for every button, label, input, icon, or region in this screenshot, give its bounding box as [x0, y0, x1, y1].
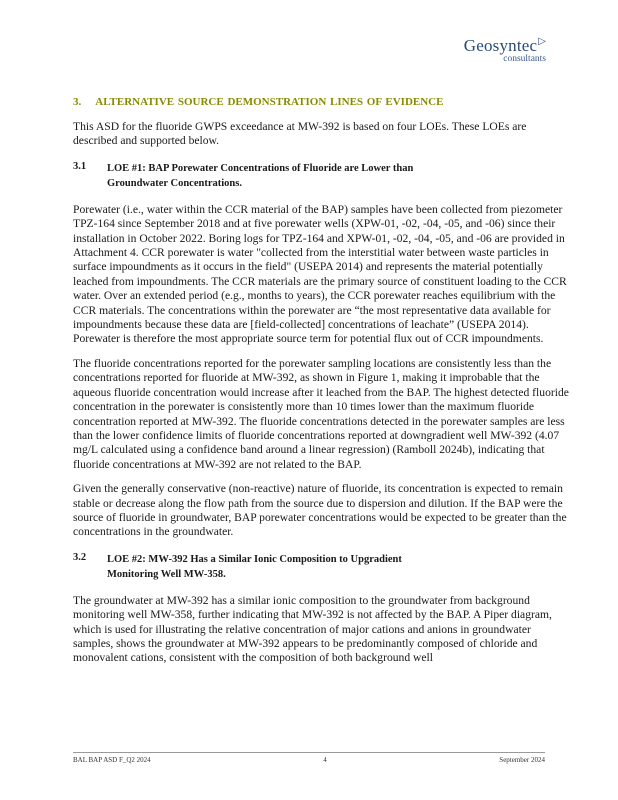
subsection-title	[107, 552, 402, 582]
page-footer	[73, 752, 545, 764]
subsection-number: 3.1	[73, 160, 87, 172]
subsection-heading-3-1	[73, 161, 573, 191]
section-title: ALTERNATIVE SOURCE DEMONSTRATION LINES OF EVIDENCE	[95, 96, 444, 108]
paragraph-porewater: Porewater (i.e., water within the CCR material of the BAP) samples have been collected from piezometer TPZ-164 since September 2018 and at five porewater wells (XPW-01, -02, -04, -05, and -06) since their installation in October 2022. Boring logs for TPZ-164 and XPW-01, -02, -04, -05, and -06 are provided in Attachment 4. CCR porewater is water "collected from the interstitial water between waste particles in surface impoundments as it occurs in the field" (USEPA 2014) and represents the material potentially leached from impoundments. The CCR materials are the primary source of constituent loading to the CCR water. Over an extended period (e.g., months to years), the CCR porewater reaches equilibrium with the CCR materials. The concentrations within the porewater are “the most representative data available for impoundments because these data are [field-collected] concentrations of leachate” (USEPA 2014). Porewater is therefore the most appropriate source term for potential flux out of CCR impoundments.	[73, 202, 567, 346]
paragraph-fluoride-concentrations: The fluoride concentrations reported for the porewater sampling locations are consistently less than the concentrations reported for fluoride at MW-392, as shown in Figure 1, making it improbable that the aqueous fluoride concentration would increase after it leached from the BAP. The highest detected fluoride concentration in the porewater is consistently more than 10 times lower than the maximum fluoride concentration reported at MW-392. The fluoride concentrations detected in the porewater samples are less than the lower confidence limits of fluoride concentrations reported at downgradient well MW-392 (4.07 mg/L calculated using a confidence band around a linear regression) (Ramboll 2024b), indicating that fluoride concentrations at MW-392 are not related to the BAP.	[73, 356, 569, 471]
logo-subtitle: consultants	[503, 54, 546, 64]
subsection-title-line2: Groundwater Concentrations.	[107, 177, 242, 189]
logo-name: Geosyntec	[463, 36, 538, 55]
subsection-number: 3.2	[73, 551, 87, 563]
intro-paragraph: This ASD for the fluoride GWPS exceedance at MW-392 is based on four LOEs. These LOEs are described and supported below.	[73, 120, 527, 148]
subsection-heading-3-2	[73, 552, 573, 582]
section-heading	[73, 96, 573, 108]
subsection-title-line2: Monitoring Well MW-358.	[107, 568, 226, 580]
section-number: 3.	[73, 96, 82, 108]
subsection-title	[107, 161, 413, 191]
footer-date: September 2024	[499, 756, 545, 764]
logo-triangle-icon: ▷	[538, 36, 546, 47]
paragraph-ionic-composition: The groundwater at MW-392 has a similar ionic composition to the groundwater from background monitoring well MW-358, further indicating that MW-392 is not affected by the BAP. A Piper diagram, which is used for illustrating the relative concentration of major cations and anions in groundwater samples, shows the groundwater at MW-392 appears to be predominantly composed of chloride and monovalent cations, consistent with the composition of both background well	[73, 593, 552, 665]
subsection-title-line1: LOE #1: BAP Porewater Concentrations of Fluoride are Lower than	[107, 162, 414, 174]
company-logo	[464, 36, 546, 64]
footer-page-number: 4	[323, 756, 327, 764]
document-body	[73, 96, 573, 676]
paragraph-conservative-nature: Given the generally conservative (non-reactive) nature of fluoride, its concentration is expected to remain stable or decrease along the flow path from the source due to dispersion and dilution. If the BAP were the source of fluoride in groundwater, BAP porewater concentrations would be expected to be greater than the concentrations in the groundwater.	[73, 482, 567, 539]
subsection-title-line1: LOE #2: MW-392 Has a Similar Ionic Composition to Upgradient	[107, 553, 402, 565]
logo-name-row	[464, 36, 546, 56]
footer-document-id: BAL BAP ASD F_Q2 2024	[73, 756, 151, 764]
